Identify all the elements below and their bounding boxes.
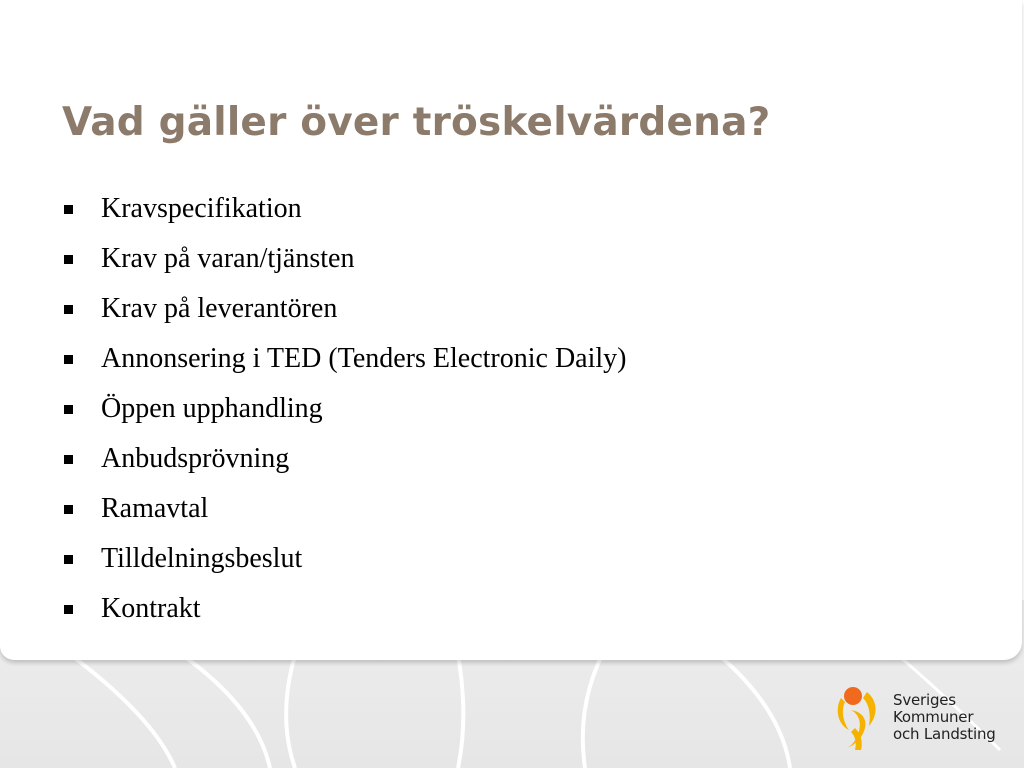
bullet-text: Annonsering i TED (Tenders Electronic Daily) (101, 343, 627, 374)
list-item (62, 584, 626, 634)
list-item (62, 534, 626, 584)
logo-line-1: Sveriges (893, 690, 956, 709)
bullet-text: Anbudsprövning (101, 443, 290, 474)
logo-line-2: Kommuner (893, 707, 974, 726)
list-item (62, 484, 626, 534)
square-bullet-icon (64, 255, 73, 264)
bullet-text: Kravspecifikation (101, 193, 302, 224)
skl-logo (833, 684, 996, 750)
list-item (62, 184, 626, 234)
square-bullet-icon (64, 305, 73, 314)
bullet-text: Tilldelningsbeslut (101, 543, 303, 574)
list-item (62, 234, 626, 284)
logo-text (893, 692, 996, 743)
list-item (62, 284, 626, 334)
square-bullet-icon (64, 455, 73, 464)
bullet-list (62, 184, 626, 634)
bullet-text: Ramavtal (101, 493, 209, 524)
list-item (62, 384, 626, 434)
square-bullet-icon (64, 355, 73, 364)
list-item (62, 434, 626, 484)
square-bullet-icon (64, 505, 73, 514)
square-bullet-icon (64, 205, 73, 214)
skl-logo-icon (833, 684, 883, 750)
square-bullet-icon (64, 405, 73, 414)
bullet-text: Krav på varan/tjänsten (101, 243, 355, 274)
bullet-text: Kontrakt (101, 593, 201, 624)
list-item (62, 334, 626, 384)
logo-line-3: och Landsting (893, 724, 996, 743)
slide-title: Vad gäller över tröskelvärdena? (62, 100, 771, 145)
bullet-text: Krav på leverantören (101, 293, 338, 324)
bullet-text: Öppen upphandling (101, 393, 323, 424)
square-bullet-icon (64, 605, 73, 614)
square-bullet-icon (64, 555, 73, 564)
